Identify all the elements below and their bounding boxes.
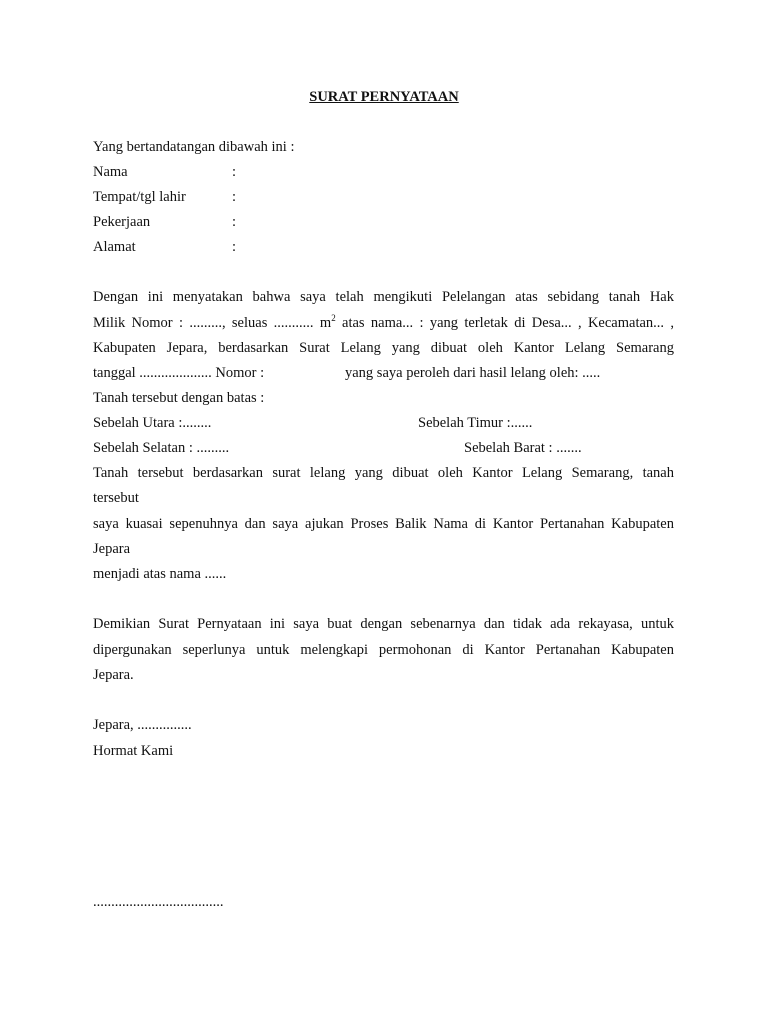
intro-text: Yang bertandatangan dibawah ini : bbox=[93, 139, 295, 155]
superscript-2: 2 bbox=[331, 313, 336, 324]
para2-line4: Jepara bbox=[93, 541, 131, 557]
boundary-east: Sebelah Timur :...... bbox=[418, 415, 533, 431]
boundary-north: Sebelah Utara :........ bbox=[93, 415, 212, 431]
para1-line2-a: Milik Nomor : ........., seluas ........... m bbox=[93, 315, 332, 331]
field-label-occupation: Pekerjaan bbox=[93, 214, 151, 230]
field-label-name: Nama bbox=[93, 164, 128, 180]
para2-line3: saya kuasai sepenuhnya dan saya ajukan Proses Balik Nama di Kantor Pertanahan Kabupaten bbox=[93, 516, 674, 532]
para1-line1: Dengan ini menyatakan bahwa saya telah mengikuti Pelelangan atas sebidang tanah Hak bbox=[93, 289, 674, 305]
field-colon: : bbox=[232, 164, 237, 180]
boundary-south: Sebelah Selatan : ......... bbox=[93, 440, 230, 456]
para1-line3: Kabupaten Jepara, berdasarkan Surat Lelang yang dibuat oleh Kantor Lelang Semarang bbox=[93, 340, 674, 356]
field-label-birth: Tempat/tgl lahir bbox=[93, 189, 186, 205]
para1-line2-b: atas nama... : yang terletak di Desa... , Kecamatan... , bbox=[335, 315, 674, 331]
signature-line: .................................... bbox=[93, 894, 224, 910]
para1-line5: Tanah tersebut dengan batas : bbox=[93, 390, 265, 406]
field-colon: : bbox=[232, 189, 237, 205]
para1-line4a: tanggal .................... Nomor : bbox=[93, 365, 265, 381]
para1-line2 bbox=[93, 314, 674, 332]
field-label-address: Alamat bbox=[93, 239, 136, 255]
boundary-west: Sebelah Barat : ....... bbox=[464, 440, 582, 456]
field-colon: : bbox=[232, 239, 237, 255]
para3-line1: Demikian Surat Pernyataan ini saya buat dengan sebenarnya dan tidak ada rekayasa, untuk bbox=[93, 616, 674, 632]
para3-line3: Jepara. bbox=[93, 667, 134, 683]
para2-line2: tersebut bbox=[93, 490, 139, 506]
para3-line2: dipergunakan seperlunya untuk melengkapi permohonan di Kantor Pertanahan Kabupaten bbox=[93, 642, 674, 658]
para1-line4b: yang saya peroleh dari hasil lelang oleh: ..... bbox=[345, 365, 601, 381]
field-colon: : bbox=[232, 214, 237, 230]
document-title: SURAT PERNYATAAN bbox=[309, 89, 459, 105]
para2-line5: menjadi atas nama ...... bbox=[93, 566, 227, 582]
closing-salutation: Hormat Kami bbox=[93, 743, 174, 759]
para2-line1: Tanah tersebut berdasarkan surat lelang yang dibuat oleh Kantor Lelang Semarang, tanah bbox=[93, 465, 674, 481]
closing-place-date: Jepara, ............... bbox=[93, 717, 192, 733]
